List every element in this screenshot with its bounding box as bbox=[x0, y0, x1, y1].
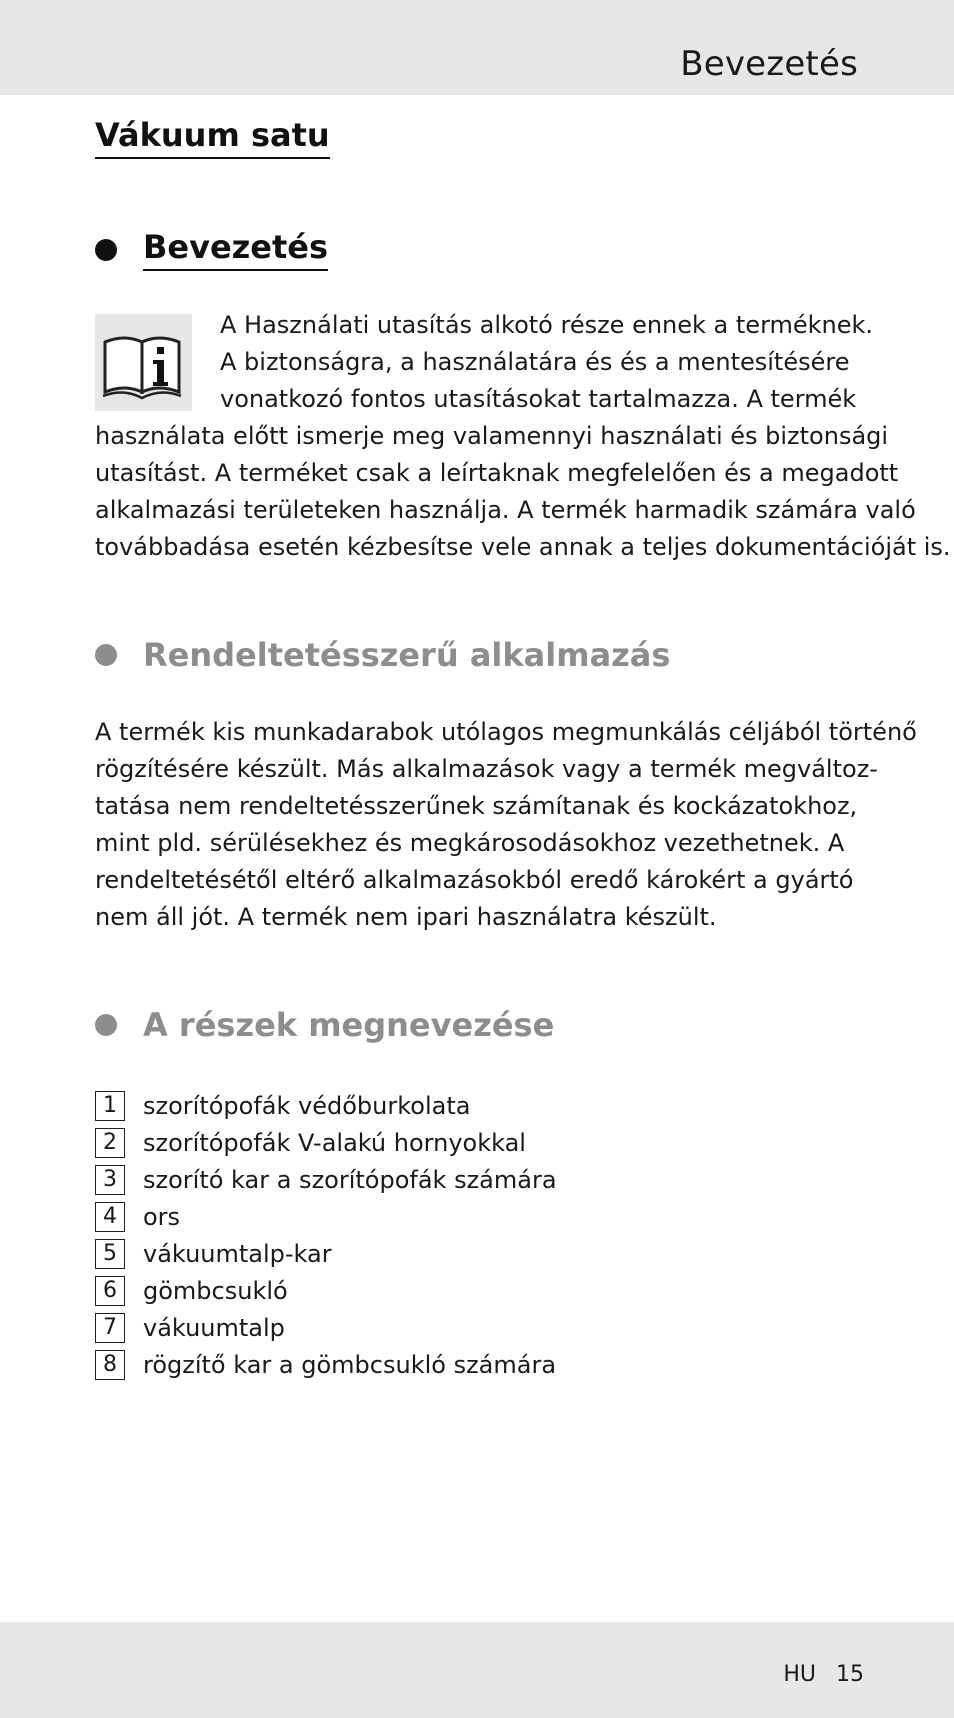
part-label: szorítópofák V-alakú hornyokkal bbox=[143, 1128, 526, 1157]
part-label: ors bbox=[143, 1202, 181, 1231]
parts-list bbox=[95, 1087, 557, 1383]
text-line: alkalmazási területeken használja. A termék harmadik számára való bbox=[95, 496, 916, 524]
part-number-box: 4 bbox=[95, 1202, 125, 1232]
info-book-icon bbox=[95, 314, 192, 411]
document-title: Vákuum satu bbox=[95, 116, 330, 159]
bullet-dot-icon bbox=[95, 1014, 117, 1036]
page-number: 15 bbox=[836, 1662, 864, 1687]
intro-paragraph-part1 bbox=[220, 307, 873, 418]
page-footer bbox=[783, 1662, 864, 1687]
part-number-box: 5 bbox=[95, 1239, 125, 1269]
text-line: továbbadása esetén kézbesítse vele annak a teljes dokumentációját is. bbox=[95, 533, 951, 561]
part-label: rögzítő kar a gömbcsukló számára bbox=[143, 1350, 557, 1379]
text-line: tatása nem rendeltetésszerűnek számítanak és kockázatokhoz, bbox=[95, 792, 858, 820]
text-line: A Használati utasítás alkotó része ennek a terméknek. bbox=[220, 311, 874, 339]
section-heading-intended-use bbox=[95, 636, 670, 674]
intro-paragraph-part2 bbox=[95, 418, 951, 566]
part-number-box: 2 bbox=[95, 1128, 125, 1158]
section-title: Rendeltetésszerű alkalmazás bbox=[143, 636, 671, 674]
language-code: HU bbox=[783, 1662, 816, 1687]
text-line: rendeltetésétől eltérő alkalmazásokból eredő károkért a gyártó bbox=[95, 866, 854, 894]
list-item bbox=[95, 1161, 557, 1198]
part-number-box: 6 bbox=[95, 1276, 125, 1306]
list-item bbox=[95, 1346, 557, 1383]
part-label: szorító kar a szorítópofák számára bbox=[143, 1165, 557, 1194]
section-heading-parts bbox=[95, 1006, 554, 1044]
intended-use-paragraph bbox=[95, 714, 917, 936]
text-line: utasítást. A terméket csak a leírtaknak megfelelően és a megadott bbox=[95, 459, 899, 487]
section-title: A részek megnevezése bbox=[143, 1006, 555, 1044]
list-item bbox=[95, 1235, 557, 1272]
bullet-dot-icon bbox=[95, 644, 117, 666]
text-line: vonatkozó fontos utasításokat tartalmazza. A termék bbox=[220, 385, 857, 413]
part-number-box: 1 bbox=[95, 1091, 125, 1121]
part-label: szorítópofák védőburkolata bbox=[143, 1091, 471, 1120]
section-heading-intro bbox=[95, 228, 328, 271]
part-number-box: 7 bbox=[95, 1313, 125, 1343]
list-item bbox=[95, 1309, 557, 1346]
header-band bbox=[0, 0, 954, 95]
part-label: gömbcsukló bbox=[143, 1276, 288, 1305]
part-number-box: 8 bbox=[95, 1350, 125, 1380]
text-line: A biztonságra, a használatára és és a mentesítésére bbox=[220, 348, 850, 376]
section-title: Bevezetés bbox=[143, 228, 328, 271]
text-line: rögzítésére készült. Más alkalmazások vagy a termék megváltoz- bbox=[95, 755, 878, 783]
part-number-box: 3 bbox=[95, 1165, 125, 1195]
part-label: vákuumtalp-kar bbox=[143, 1239, 332, 1268]
part-label: vákuumtalp bbox=[143, 1313, 285, 1342]
running-title: Bevezetés bbox=[680, 44, 858, 84]
list-item bbox=[95, 1124, 557, 1161]
footer-band bbox=[0, 1622, 954, 1718]
list-item bbox=[95, 1087, 557, 1124]
text-line: A termék kis munkadarabok utólagos megmunkálás céljából történő bbox=[95, 718, 917, 746]
text-line: használata előtt ismerje meg valamennyi használati és biztonsági bbox=[95, 422, 889, 450]
text-line: nem áll jót. A termék nem ipari használatra készült. bbox=[95, 903, 717, 931]
list-item bbox=[95, 1198, 557, 1235]
text-line: mint pld. sérülésekhez és megkárosodásokhoz vezethetnek. A bbox=[95, 829, 845, 857]
list-item bbox=[95, 1272, 557, 1309]
bullet-dot-icon bbox=[95, 239, 117, 261]
